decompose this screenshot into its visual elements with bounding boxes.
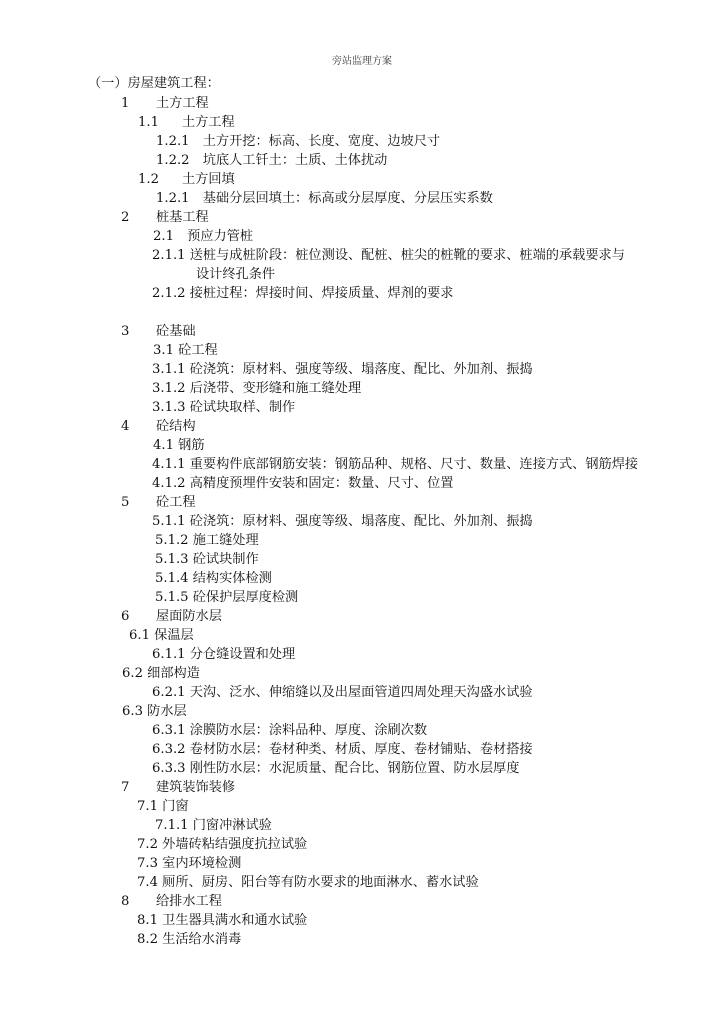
- item-detail: 5.1.4 结构实体检测: [155, 571, 272, 586]
- item-detail: 1.2.1 基础分层回填土：标高或分层厚度、分层压实系数: [156, 191, 493, 206]
- item-detail: 5.1.3 砼试块制作: [155, 552, 259, 567]
- item-detail: 3.1.3 砼试块取样、制作: [152, 400, 296, 415]
- item-detail: 4.1.2 高精度预埋件安装和固定：数量、尺寸、位置: [152, 476, 454, 491]
- item-subheading: 7.3 室内环境检测: [137, 856, 242, 871]
- item-detail: 4.1.1 重要构件底部钢筋安装：钢筋品种、规格、尺寸、数量、连接方式、钢筋焊接: [152, 457, 639, 472]
- item-detail: 5.1.1 砼浇筑：原材料、强度等级、塌落度、配比、外加剂、振捣: [152, 514, 533, 529]
- item-subheading: 7.1 门窗: [137, 799, 189, 814]
- item-number: 1.1: [138, 115, 159, 130]
- item-subheading: 7.4 厕所、厨房、阳台等有防水要求的地面淋水、蓄水试验: [137, 875, 479, 890]
- item-subheading: 6.3 防水层: [122, 704, 187, 719]
- item-detail: 2.1.1 送桩与成桩阶段：桩位测设、配桩、桩尖的桩靴的要求、桩端的承载要求与: [152, 248, 625, 263]
- item-heading: 砼结构: [156, 419, 196, 434]
- item-subheading: 土方回填: [182, 172, 235, 187]
- item-subheading: 3.1 砼工程: [153, 343, 218, 358]
- item-heading: 建筑装饰装修: [156, 780, 236, 795]
- item-number: 2: [121, 210, 130, 225]
- item-detail: 7.1.1 门窗冲淋试验: [155, 818, 272, 833]
- item-detail: 5.1.5 砼保护层厚度检测: [155, 590, 299, 605]
- item-number: 5: [121, 495, 130, 510]
- item-subheading: 8.1 卫生器具满水和通水试验: [137, 913, 308, 928]
- item-detail: 6.1.1 分仓缝设置和处理: [152, 647, 296, 662]
- item-detail: 6.3.3 刚性防水层：水泥质量、配合比、钢筋位置、防水层厚度: [152, 761, 520, 776]
- item-detail: 6.3.1 涂膜防水层：涂料品种、厚度、涂刷次数: [152, 723, 428, 738]
- item-heading: 砼工程: [156, 495, 196, 510]
- item-heading: 砼基础: [156, 324, 196, 339]
- item-subheading: 土方工程: [182, 115, 235, 130]
- item-number: 7: [121, 780, 130, 795]
- item-heading: 土方工程: [156, 96, 209, 111]
- item-detail: 6.3.2 卷材防水层：卷材种类、材质、厚度、卷材铺贴、卷材搭接: [152, 742, 533, 757]
- page-header: 旁站监理方案: [332, 56, 392, 67]
- item-detail: 1.2.1 土方开挖：标高、长度、宽度、边坡尺寸: [156, 134, 441, 149]
- item-detail-continued: 设计终孔条件: [196, 267, 276, 282]
- item-number: 8: [121, 894, 130, 909]
- item-detail: 3.1.1 砼浇筑：原材料、强度等级、塌落度、配比、外加剂、振捣: [152, 362, 533, 377]
- item-number: 3: [121, 324, 130, 339]
- item-subheading: 2.1 预应力管桩: [153, 229, 254, 244]
- section-title: （一）房屋建筑工程：: [88, 76, 220, 91]
- item-number: 6: [121, 609, 130, 624]
- item-detail: 2.1.2 接桩过程：焊接时间、焊接质量、焊剂的要求: [152, 286, 454, 301]
- item-number: 1.2: [138, 172, 159, 187]
- item-detail: 6.2.1 天沟、泛水、伸缩缝以及出屋面管道四周处理天沟盛水试验: [152, 685, 533, 700]
- item-heading: 屋面防水层: [156, 609, 222, 624]
- item-detail: 3.1.2 后浇带、变形缝和施工缝处理: [152, 381, 362, 396]
- item-subheading: 6.2 细部构造: [122, 666, 200, 681]
- item-heading: 给排水工程: [156, 894, 222, 909]
- item-detail: 1.2.2 坑底人工钎土：土质、土体扰动: [156, 153, 388, 168]
- item-subheading: 6.1 保温层: [129, 628, 194, 643]
- item-subheading: 8.2 生活给水消毒: [137, 932, 242, 947]
- item-subheading: 4.1 钢筋: [153, 438, 205, 453]
- item-number: 4: [121, 419, 130, 434]
- item-subheading: 7.2 外墙砖粘结强度抗拉试验: [137, 837, 308, 852]
- item-heading: 桩基工程: [156, 210, 209, 225]
- item-number: 1: [121, 96, 130, 111]
- item-detail: 5.1.2 施工缝处理: [155, 533, 259, 548]
